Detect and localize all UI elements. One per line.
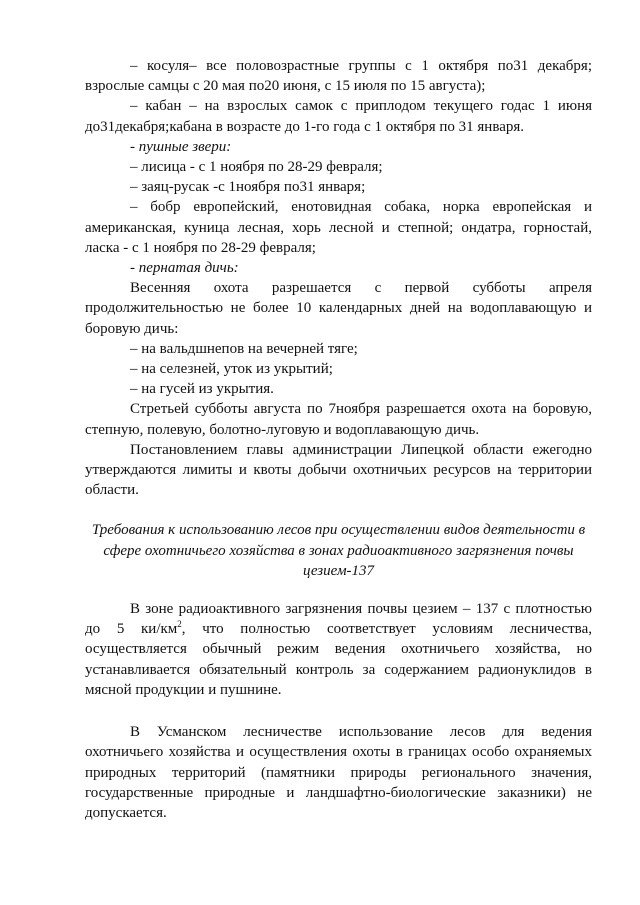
season-paragraph: Постановлением главы администрации Липецкой области ежегодно утверждаются лимиты и квоты добычи охотничьих ресурсов на территории области. (85, 441, 592, 499)
season-paragraph: – кабан – на взрослых самок с приплодом текущего годас 1 июня до31декабря;кабана в возрасте до 1-го года с 1 октября по 31 января. (85, 98, 592, 135)
radiation-zone-paragraph (85, 599, 592, 700)
section-heading: Требования к использованию лесов при осуществлении видов деятельности в сфере охотничьего хозяйства в зонах радиоактивного загрязнения почвы цезием-137 (91, 522, 586, 579)
season-paragraph: – заяц-русак -с 1ноября по31 января; (130, 179, 366, 196)
radiation-text-after: , что полностью соответствует условиям лесничества, осуществляется обычный режим ведения охотничьего хозяйства, но устанавливается обязательный контроль за содержанием радионуклидов в мясной продукции и пушнине. (85, 621, 592, 698)
radiation-text-before: В зоне радиоактивного загрязнения почвы цезием – 137 с плотностью до 5 ки/км (85, 601, 592, 638)
usman-forestry-paragraph: В Усманском лесничестве использование лесов для ведения охотничьего хозяйства и осуществления охоты в границах особо охраняемых природных территорий (памятники природы регионального значения, государственные природные и ландшафтно-биологические заказники) не допускается. (85, 724, 592, 821)
hunting-seasons-section (85, 56, 592, 500)
season-paragraph: – на селезней, уток из укрытий; (130, 361, 333, 378)
season-paragraph: Весенняя охота разрешается с первой субботы апреля продолжительностью не более 10 календарных дней на водоплавающую и боровую дичь: (85, 280, 592, 337)
season-paragraph: – косуля– все половозрастные группы с 1 октября по31 декабря; взрослые самцы с 20 мая по20 июня, с 15 июля по 15 августа); (85, 58, 592, 95)
subsection-label: - пернатая дичь: (130, 260, 239, 277)
subsection-label: - пушные звери: (130, 138, 232, 155)
season-paragraph: – на гусей из укрытия. (130, 381, 274, 398)
season-paragraph: – бобр европейский, енотовидная собака, норка европейская и американская, куница лесная, хорь лесной и степной; ондатра, горностай, ласка - с 1 ноября по 28-29 февраля; (85, 199, 592, 256)
season-paragraph: Стретьей субботы августа по 7ноября разрешается охота на боровую, степную, полевую, болотно-луговую и водоплавающую дичь. (85, 401, 592, 438)
document-page (85, 56, 592, 823)
season-paragraph: – лисица - с 1 ноября по 28-29 февраля; (130, 159, 383, 176)
radiation-text-superscript: 2 (177, 619, 182, 630)
season-paragraph: – на вальдшнепов на вечерней тяге; (130, 340, 358, 357)
